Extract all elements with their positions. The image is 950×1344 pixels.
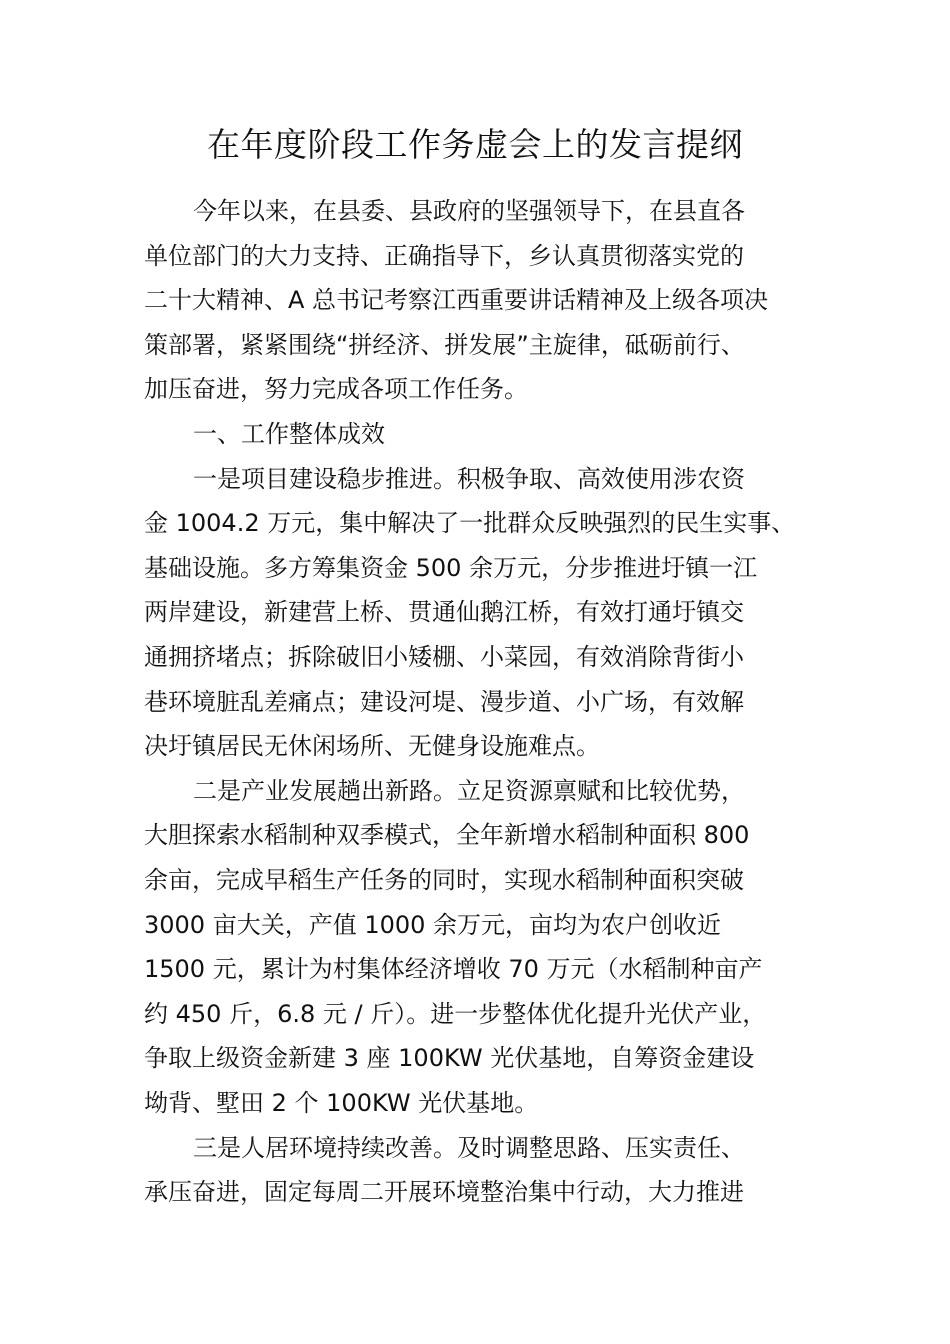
paragraph-line: 3000 亩大关，产值 1000 余万元，亩均为农户创收近 — [144, 911, 722, 939]
paragraph-line: 约 450 斤，6.8 元 / 斤）。进一步整体优化提升光伏产业， — [144, 1000, 767, 1028]
paragraph-line: 二是产业发展趟出新路。立足资源禀赋和比较优势， — [193, 777, 745, 805]
paragraph-line: 加压奋进，努力完成各项工作任务。 — [144, 375, 528, 403]
paragraph-line: 1500 元，累计为村集体经济增收 70 万元（水稻制种亩产 — [144, 955, 763, 983]
paragraph-line: 争取上级资金新建 3 座 100KW 光伏基地，自筹资金建设 — [144, 1044, 755, 1072]
paragraph-line: 策部署，紧紧围绕“拼经济、拼发展”主旋律，砥砺前行、 — [144, 331, 745, 359]
paragraph-line: 决圩镇居民无休闲场所、无健身设施难点。 — [144, 732, 600, 760]
paragraph-line: 巷环境脏乱差痛点；建设河堤、漫步道、小广场，有效解 — [144, 688, 744, 716]
paragraph-line: 金 1004.2 万元，集中解决了一批群众反映强烈的民生实事、 — [144, 509, 796, 537]
paragraph-line: 三是人居环境持续改善。及时调整思路、压实责任、 — [193, 1134, 745, 1162]
document-title: 在年度阶段工作务虚会上的发言提纲 — [207, 125, 743, 164]
paragraph-line: 一是项目建设稳步推进。积极争取、高效使用涉农资 — [193, 465, 745, 493]
paragraph-line: 通拥挤堵点；拆除破旧小矮棚、小菜园，有效消除背街小 — [144, 643, 744, 671]
paragraph-line: 单位部门的大力支持、正确指导下，乡认真贯彻落实党的 — [144, 242, 744, 270]
section-heading: 一、工作整体成效 — [193, 420, 385, 448]
paragraph-line: 两岸建设，新建营上桥、贯通仙鹅江桥，有效打通圩镇交 — [144, 598, 744, 626]
paragraph-line: 坳背、墅田 2 个 100KW 光伏基地。 — [144, 1089, 539, 1117]
paragraph-line: 大胆探索水稻制种双季模式，全年新增水稻制种面积 800 — [144, 821, 750, 849]
paragraph-line: 余亩，完成早稻生产任务的同时，实现水稻制种面积突破 — [144, 866, 744, 894]
paragraph-line: 二十大精神、A 总书记考察江西重要讲话精神及上级各项决 — [144, 286, 769, 314]
paragraph-line: 基础设施。多方筹集资金 500 余万元，分步推进圩镇一江 — [144, 554, 758, 582]
paragraph-line: 承压奋进，固定每周二开展环境整治集中行动，大力推进 — [144, 1178, 744, 1206]
paragraph-line: 今年以来，在县委、县政府的坚强领导下，在县直各 — [193, 197, 745, 225]
